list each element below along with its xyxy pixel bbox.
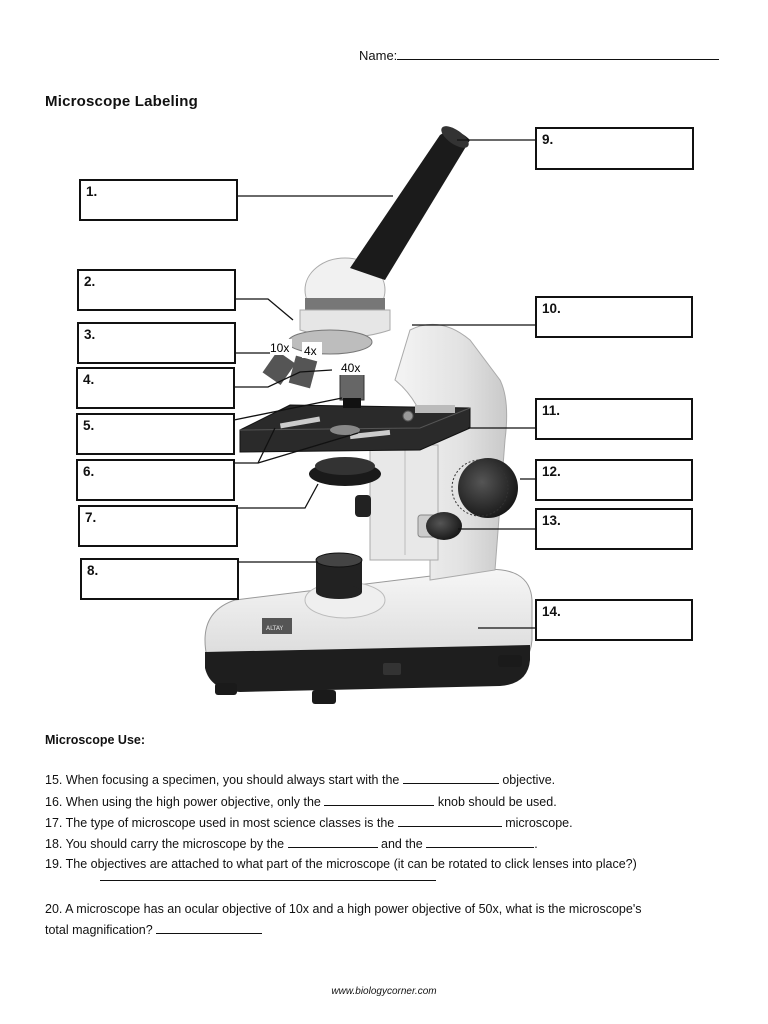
question-18-blank-2[interactable] <box>426 836 534 848</box>
question-16-text-b: knob should be used. <box>437 795 557 809</box>
eyepiece-tube <box>350 122 472 280</box>
revolving-nosepiece <box>288 330 372 354</box>
answer-box-9[interactable] <box>535 127 694 170</box>
answer-box-13[interactable] <box>535 508 693 550</box>
answer-box-10[interactable] <box>535 296 693 338</box>
question-17-blank[interactable] <box>398 815 502 827</box>
answer-box-4[interactable] <box>76 367 235 409</box>
question-18-blank-1[interactable] <box>288 836 378 848</box>
answer-box-6[interactable] <box>76 459 235 501</box>
question-18-text-c: . <box>534 837 538 851</box>
microscope-use-heading: Microscope Use: <box>45 733 146 747</box>
answer-box-11[interactable] <box>535 398 693 440</box>
answer-box-14[interactable] <box>535 599 693 641</box>
box-number: 1. <box>86 184 98 199</box>
question-20 <box>45 902 641 916</box>
answer-box-2[interactable] <box>77 269 236 311</box>
box-number: 2. <box>84 274 96 289</box>
question-19-text-a: 19. The objectives are attached to what part of the microscope (it can be rotated to click lenses into place?) <box>45 857 637 871</box>
question-19-blank[interactable] <box>100 880 436 881</box>
box-number: 3. <box>84 327 96 342</box>
box-number: 9. <box>542 132 554 147</box>
question-16-blank[interactable] <box>324 794 434 806</box>
answer-box-8[interactable] <box>80 558 239 600</box>
answer-box-5[interactable] <box>76 413 235 455</box>
svg-text:ALTAY: ALTAY <box>266 625 284 632</box>
diaphragm <box>309 457 381 486</box>
page-title: Microscope Labeling <box>45 93 198 110</box>
name-label: Name: <box>359 48 398 63</box>
footer-url: www.biologycorner.com <box>331 986 437 997</box>
question-20-text-b: total magnification? <box>45 923 153 937</box>
question-18-text-b: and the <box>381 837 423 851</box>
question-15 <box>45 772 555 787</box>
box-number: 14. <box>542 604 561 619</box>
answer-box-12[interactable] <box>535 459 693 501</box>
box-number: 8. <box>87 563 99 578</box>
question-15-text-b: objective. <box>502 773 556 787</box>
question-16 <box>45 794 557 809</box>
question-20-line-2 <box>45 922 262 937</box>
box-number: 7. <box>85 510 97 525</box>
question-17 <box>45 815 573 830</box>
answer-box-3[interactable] <box>77 322 236 364</box>
question-15-blank[interactable] <box>403 772 499 784</box>
question-17-text-a: 17. The type of microscope used in most science classes is the <box>45 816 395 830</box>
question-18 <box>45 836 538 851</box>
answer-box-1[interactable] <box>79 179 238 221</box>
objective-label-10x: 10x <box>270 341 290 355</box>
question-15-text-a: 15. When focusing a specimen, you should always start with the <box>45 773 400 787</box>
question-20-text-a: 20. A microscope has an ocular objective of 10x and a high power objective of 50x, what is the microscope's <box>45 902 642 916</box>
box-number: 10. <box>542 301 561 316</box>
question-16-text-a: 16. When using the high power objective, only the <box>45 795 321 809</box>
box-number: 4. <box>83 372 95 387</box>
question-18-text-a: 18. You should carry the microscope by the <box>45 837 285 851</box>
microscope-arm <box>355 324 507 580</box>
question-20-blank[interactable] <box>156 922 262 934</box>
objective-label-4x: 4x <box>304 344 317 358</box>
box-number: 13. <box>542 513 561 528</box>
fine-focus-knob <box>418 512 462 540</box>
box-number: 6. <box>83 464 95 479</box>
question-19 <box>45 857 637 871</box>
box-number: 11. <box>542 403 561 418</box>
question-17-text-b: microscope. <box>505 816 573 830</box>
answer-box-7[interactable] <box>78 505 238 547</box>
box-number: 12. <box>542 464 561 479</box>
objective-label-40x: 40x <box>341 361 361 375</box>
box-number: 5. <box>83 418 95 433</box>
